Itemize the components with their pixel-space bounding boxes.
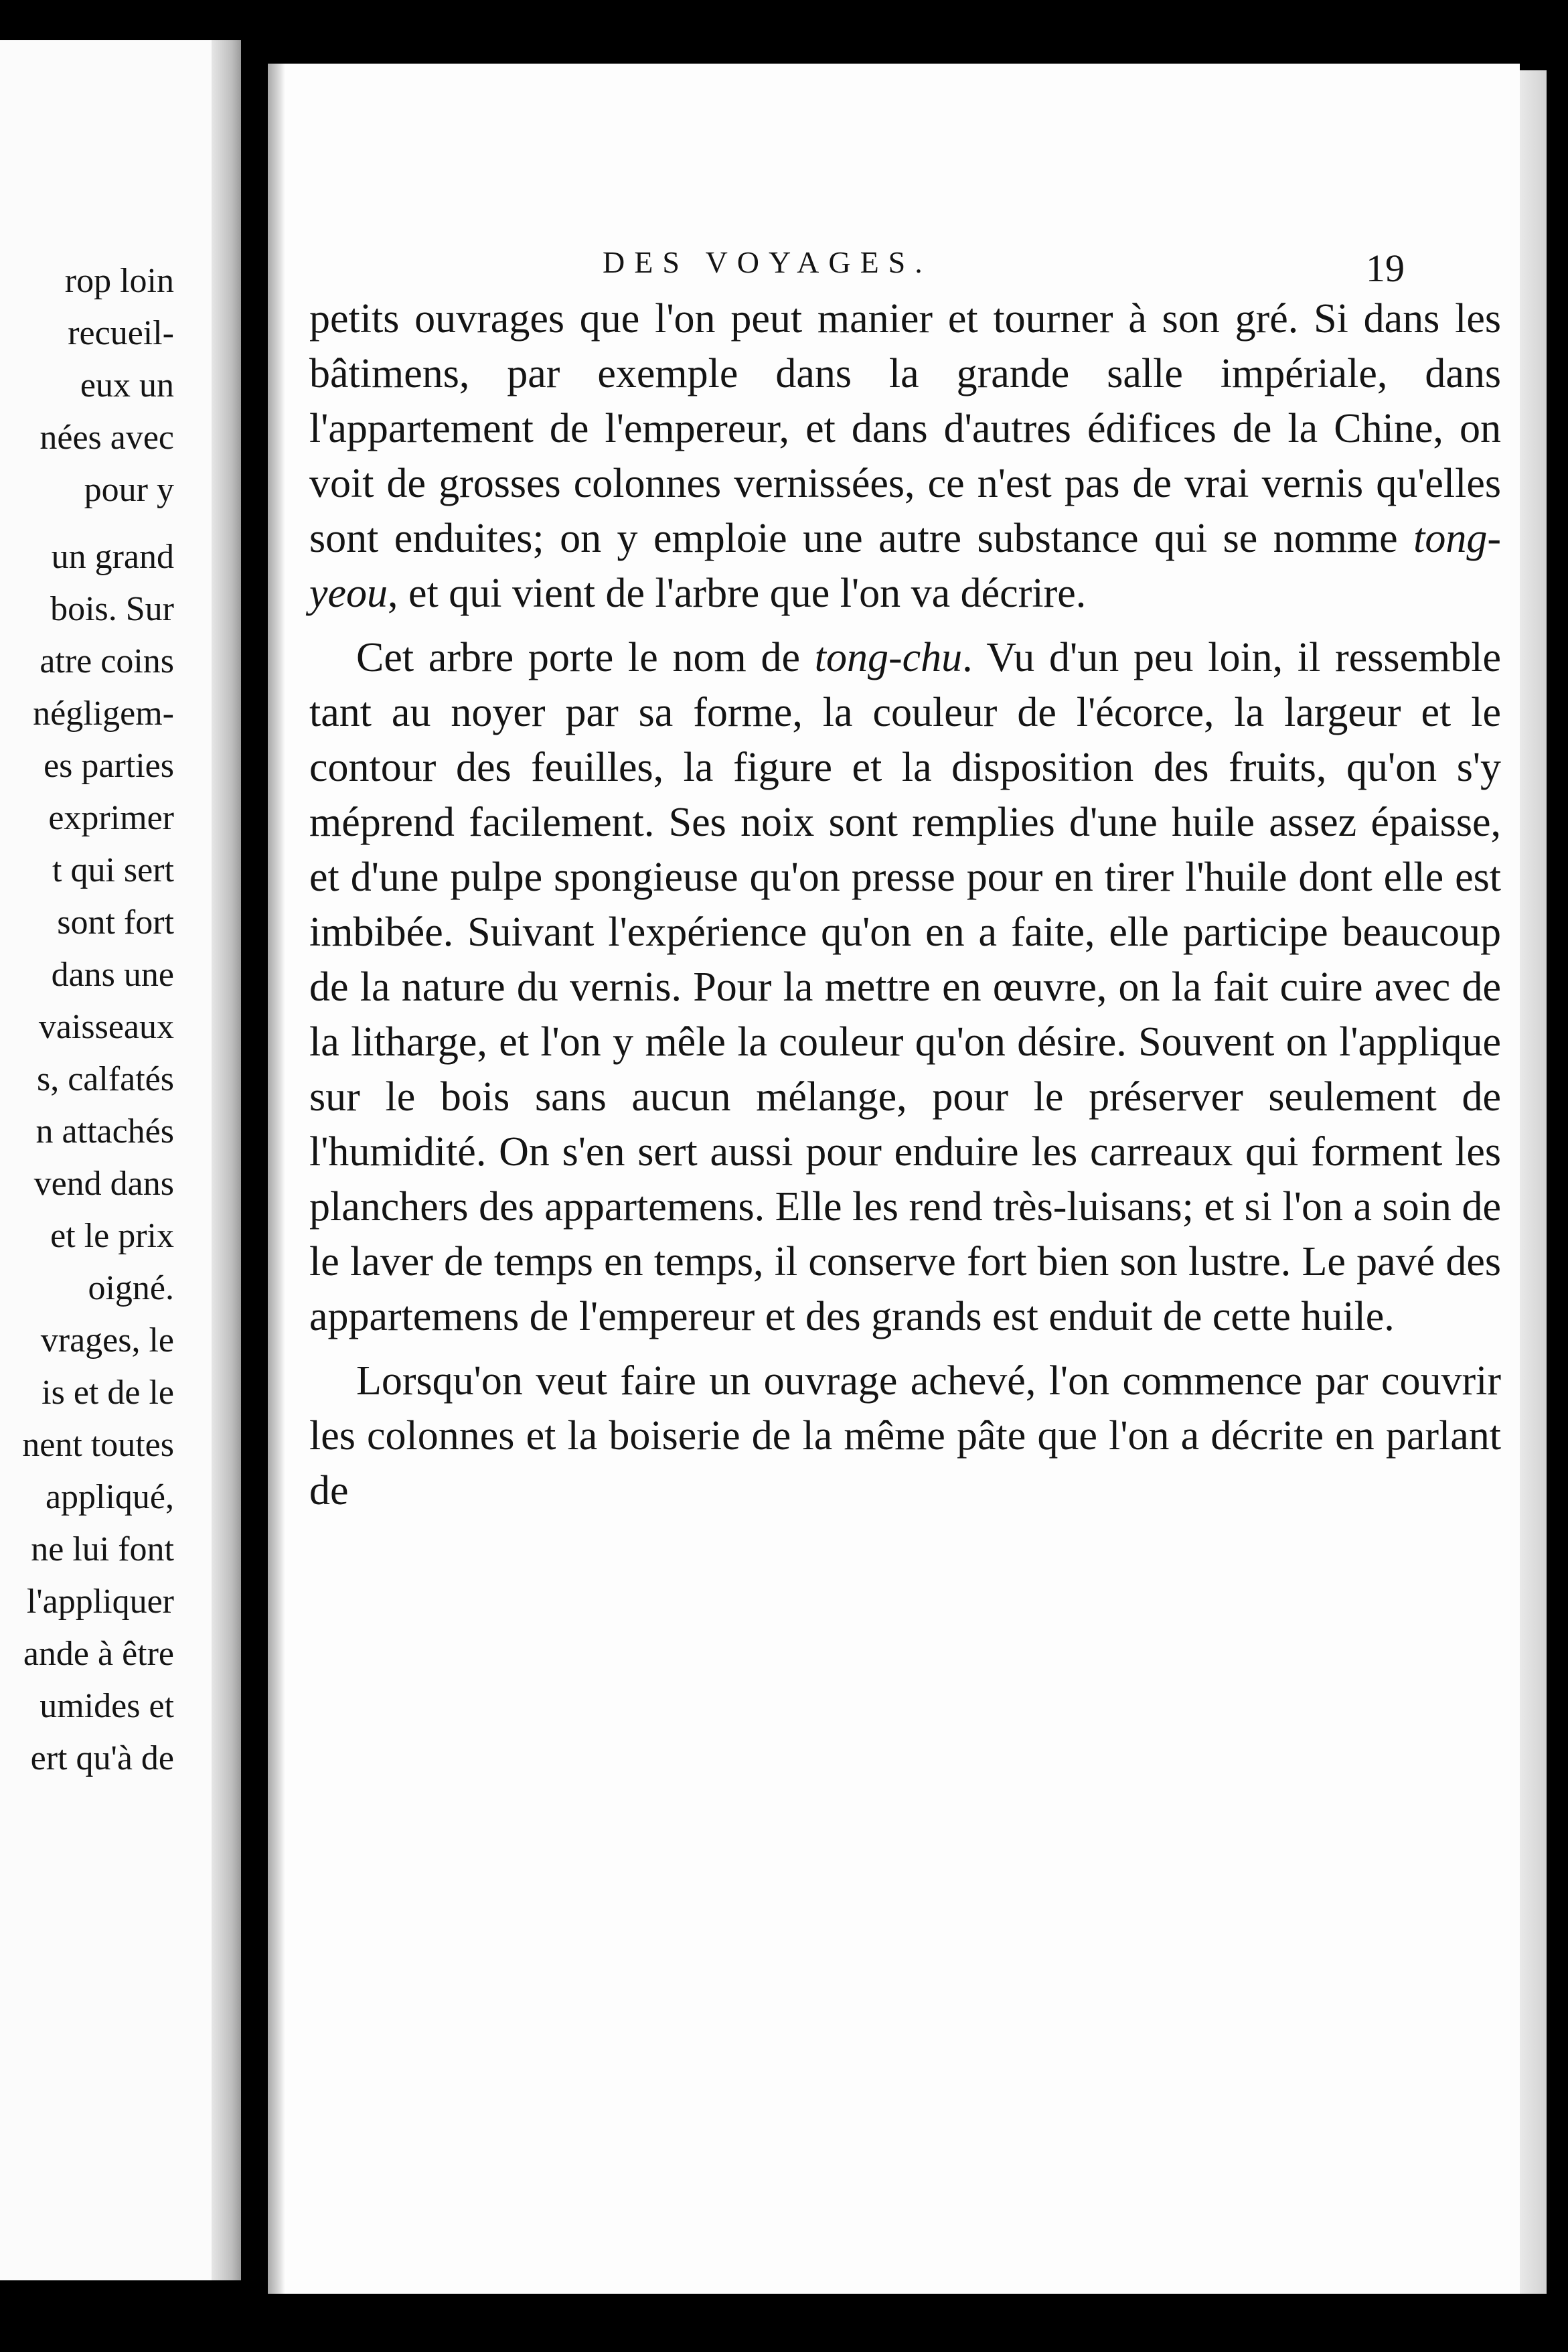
left-page-line: oigné. xyxy=(88,1269,174,1307)
page-edge xyxy=(1520,70,1547,2294)
left-page-line: appliqué, xyxy=(45,1478,174,1516)
left-page-line: n attachés xyxy=(35,1112,174,1151)
paragraph-2 xyxy=(309,630,1501,1344)
left-page-line: umides et xyxy=(40,1687,174,1725)
body-text xyxy=(309,291,1501,1518)
left-page-line: s, calfatés xyxy=(36,1060,174,1098)
left-page-line: ert qu'à de xyxy=(30,1739,174,1777)
paragraph-text: , et qui vient de l'arbre que l'on va décrire. xyxy=(388,571,1087,616)
left-page-line: eux un xyxy=(80,366,174,405)
left-page-line: un grand xyxy=(51,538,174,576)
page-number: 19 xyxy=(1366,246,1405,290)
left-page-gutter xyxy=(212,40,241,2280)
running-head: DES VOYAGES. xyxy=(603,245,932,279)
left-page-line: sont fort xyxy=(57,903,174,942)
left-page-line: nées avec xyxy=(40,419,174,457)
paragraph-text: Cet arbre porte le nom de xyxy=(356,635,815,680)
italic-term: tong-yeou xyxy=(309,516,1501,616)
italic-term: tong-chu xyxy=(814,635,963,680)
right-page xyxy=(268,64,1520,2294)
left-page-line: ande à être xyxy=(23,1635,174,1673)
left-page-line: négligem- xyxy=(33,694,174,733)
paragraph-text: petits ouvrages que l'on peut manier et tourner à son gré. Si dans les bâtimens, par exemple dans la grande salle impériale, dans l'appartement de l'empereur, et dans d'autres édifices de la Chine, on voit de grosses colonnes vernissées, ce n'est pas de vrai vernis qu'elles sont enduites; on y emploie une autre substance qui se nomme xyxy=(309,296,1501,561)
left-page-line: exprimer xyxy=(48,799,174,837)
right-page-gutter xyxy=(268,64,285,2294)
left-page-line: t qui sert xyxy=(52,851,174,889)
left-page-line: es parties xyxy=(44,747,174,785)
paragraph-3 xyxy=(309,1353,1501,1518)
paragraph-text: Lorsqu'on veut faire un ouvrage achevé, l'on commence par couvrir les colonnes et la boiserie de la même pâte que l'on a décrite en parlant de xyxy=(309,1358,1501,1514)
left-page-line: l'appliquer xyxy=(26,1583,174,1621)
left-page-line: vend dans xyxy=(33,1165,174,1203)
left-facing-page xyxy=(0,40,221,2280)
left-page-line: is et de le xyxy=(42,1374,174,1412)
left-page-line: recueil- xyxy=(68,314,174,352)
left-page-line: ne lui font xyxy=(31,1530,174,1568)
left-page-line: pour y xyxy=(84,471,174,509)
left-page-line: rop loin xyxy=(64,262,174,300)
left-page-line: vrages, le xyxy=(40,1321,174,1359)
page-gap xyxy=(241,27,268,2304)
left-page-line: nent toutes xyxy=(22,1426,174,1464)
left-page-line: atre coins xyxy=(40,642,174,680)
left-page-line: bois. Sur xyxy=(50,590,174,628)
paragraph-text: . Vu d'un peu loin, il ressemble tant au noyer par sa forme, la couleur de l'écorce, la largeur et le contour des feuilles, la figure et la disposition des fruits, qu'on s'y méprend facilement. Ses noix sont remplies d'une huile assez épaisse, et d'une pulpe spongieuse qu'on presse pour en tirer l'huile dont elle est imbibée. Suivant l'expérience qu'on en a faite, elle participe beaucoup de la nature du vernis. Pour la mettre en œuvre, on la fait cuire avec de la litharge, et l'on y mêle la couleur qu'on désire. Souvent on l'applique sur le bois sans aucun mélange, pour le préserver seulement de l'humidité. On s'en sert aussi pour enduire les carreaux qui forment les planchers des appartemens. Elle les rend très-luisans; et si l'on a soin de le laver de temps en temps, il conserve fort bien son lustre. Le pavé des appartemens de l'empereur et des grands est enduit de cette huile. xyxy=(309,635,1502,1339)
left-page-line: vaisseaux xyxy=(38,1008,174,1046)
left-page-line: dans une xyxy=(51,956,174,994)
left-page-line: et le prix xyxy=(50,1217,174,1255)
paragraph-1 xyxy=(309,291,1501,621)
